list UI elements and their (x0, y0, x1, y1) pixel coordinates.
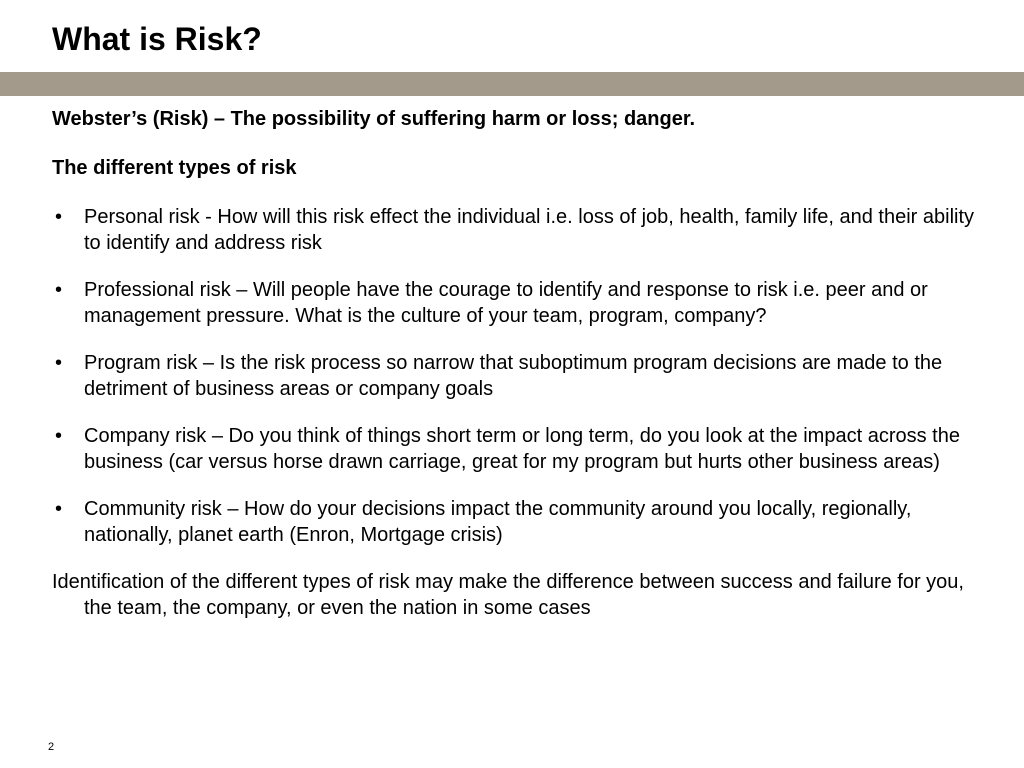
list-item-company-risk (52, 423, 982, 475)
list-item-text: Personal risk - How will this risk effect the individual i.e. loss of job, health, family life, and their ability to identify and address risk (84, 206, 975, 254)
list-item-program-risk (52, 350, 982, 402)
list-item-personal-risk (52, 204, 982, 256)
subheading: The different types of risk (52, 157, 297, 179)
risk-types-list (52, 204, 982, 548)
slide-content (52, 106, 982, 621)
bullet-icon: • (55, 498, 63, 520)
page-number: 2 (48, 741, 55, 753)
bullet-icon: • (55, 206, 63, 228)
slide-title: What is Risk? (52, 21, 262, 57)
title-rule (0, 72, 1024, 96)
bullet-icon: • (55, 279, 63, 301)
closing-statement: Identification of the different types of risk may make the difference between success and failure for you, the team, the company, or even the nation in some cases (52, 571, 964, 619)
list-item-text: Professional risk – Will people have the courage to identify and response to risk i.e. peer and or management pressure. What is the culture of your team, program, company? (84, 279, 928, 327)
definition-text: Webster’s (Risk) – The possibility of suffering harm or loss; danger. (52, 108, 696, 130)
list-item-community-risk (52, 496, 982, 548)
list-item-professional-risk (52, 277, 982, 329)
list-item-text: Program risk – Is the risk process so narrow that suboptimum program decisions are made to the detriment of business areas or company goals (84, 352, 943, 400)
list-item-text: Community risk – How do your decisions impact the community around you locally, regionally, nationally, planet earth (Enron, Mortgage crisis) (84, 498, 912, 546)
bullet-icon: • (55, 352, 63, 374)
list-item-text: Company risk – Do you think of things short term or long term, do you look at the impact across the business (car versus horse drawn carriage, great for my program but hurts other business areas) (84, 425, 960, 473)
bullet-icon: • (55, 425, 63, 447)
